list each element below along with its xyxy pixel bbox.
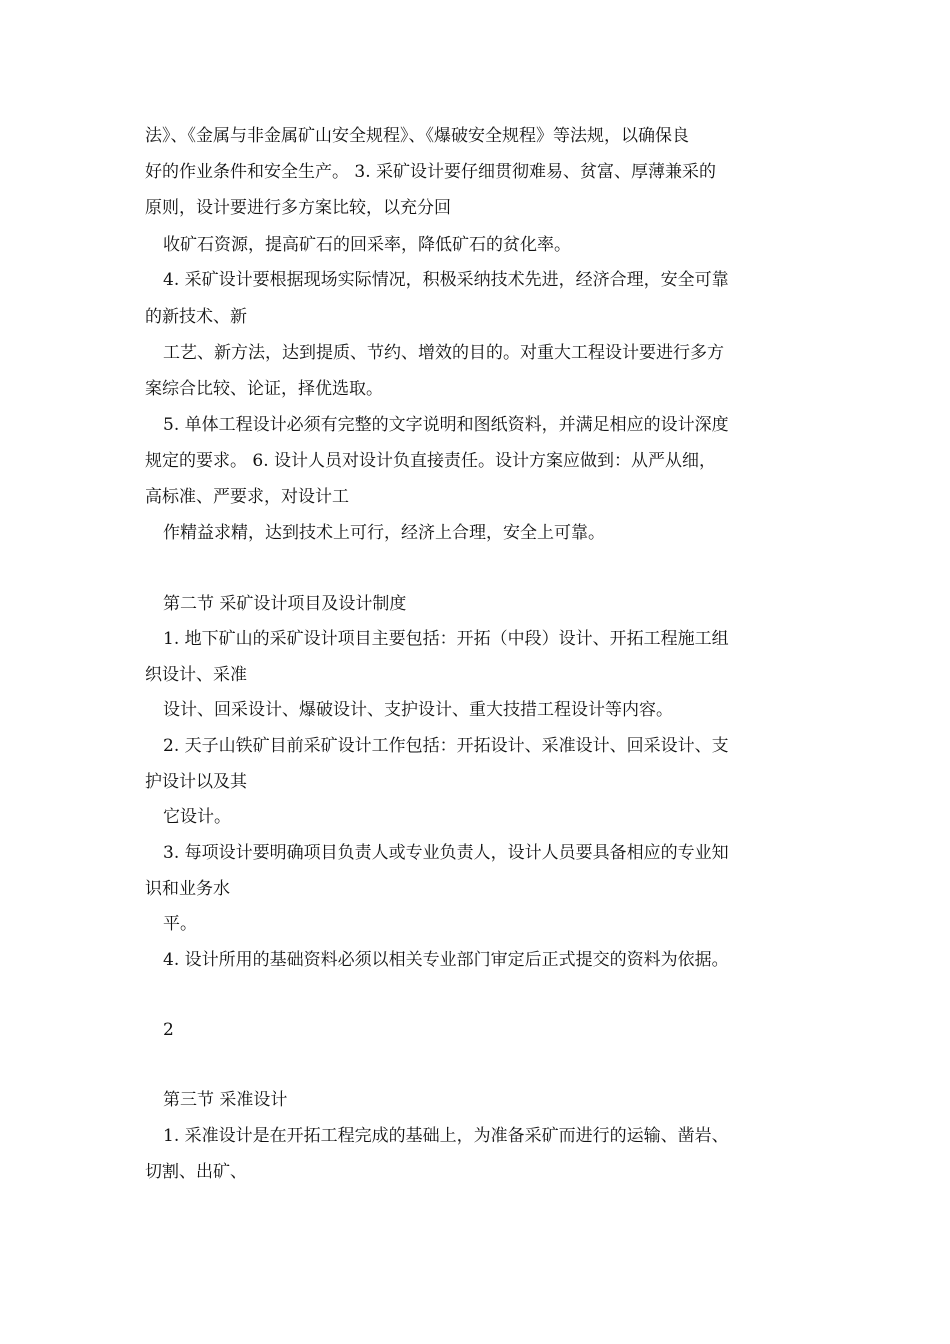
text-line: 2. 天子山铁矿目前采矿设计工作包括：开拓设计、采准设计、回采设计、支 xyxy=(163,736,729,756)
text-line: 规定的要求。 6. 设计人员对设计负直接责任。设计方案应做到：从严从细， xyxy=(145,451,717,471)
text-line: 案综合比较、论证，择优选取。 xyxy=(145,379,383,399)
text-line: 工艺、新方法，达到提质、节约、增效的目的。对重大工程设计要进行多方 xyxy=(163,343,724,363)
text-line: 5. 单体工程设计必须有完整的文字说明和图纸资料，并满足相应的设计深度 xyxy=(163,415,729,435)
text-line: 1. 采准设计是在开拓工程完成的基础上，为准备采矿而进行的运输、凿岩、 xyxy=(163,1126,729,1146)
page-number: 2 xyxy=(163,1020,174,1040)
text-line: 织设计、采准 xyxy=(145,665,247,685)
text-line: 法》、《金属与非金属矿山安全规程》、《爆破安全规程》等法规，以确保良 xyxy=(145,126,689,146)
text-line: 3. 每项设计要明确项目负责人或专业负责人，设计人员要具备相应的专业知 xyxy=(163,843,729,863)
text-line: 切割、出矿、 xyxy=(145,1162,247,1182)
text-line: 护设计以及其 xyxy=(145,772,247,792)
text-line: 设计、回采设计、爆破设计、支护设计、重大技措工程设计等内容。 xyxy=(163,700,673,720)
text-line: 识和业务水 xyxy=(145,879,230,899)
text-line: 原则，设计要进行多方案比较，以充分回 xyxy=(145,198,451,218)
text-line: 平。 xyxy=(163,914,197,934)
text-line: 它设计。 xyxy=(163,807,231,827)
text-line: 的新技术、新 xyxy=(145,307,247,327)
text-line: 4. 采矿设计要根据现场实际情况，积极采纳技术先进，经济合理，安全可靠 xyxy=(163,270,729,290)
text-line: 1. 地下矿山的采矿设计项目主要包括：开拓（中段）设计、开拓工程施工组 xyxy=(163,629,729,649)
text-line: 4. 设计所用的基础资料必须以相关专业部门审定后正式提交的资料为依据。 xyxy=(163,950,729,970)
section-heading: 第三节 采准设计 xyxy=(163,1090,288,1110)
text-line: 高标准、严要求，对设计工 xyxy=(145,487,349,507)
text-line: 作精益求精，达到技术上可行，经济上合理，安全上可靠。 xyxy=(163,523,605,543)
text-line: 收矿石资源，提高矿石的回采率，降低矿石的贫化率。 xyxy=(163,235,571,255)
text-line: 好的作业条件和安全生产。 3. 采矿设计要仔细贯彻难易、贫富、厚薄兼采的 xyxy=(145,162,717,182)
section-heading: 第二节 采矿设计项目及设计制度 xyxy=(163,594,407,614)
